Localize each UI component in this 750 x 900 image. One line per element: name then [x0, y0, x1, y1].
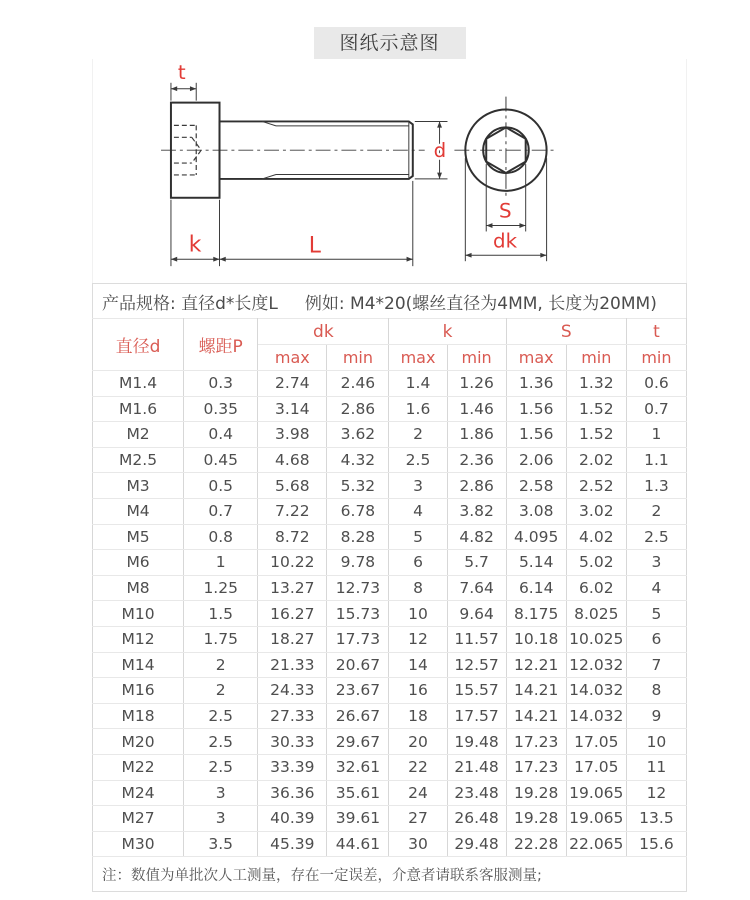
table-cell: M22 [93, 754, 184, 780]
table-cell: 1.46 [447, 396, 506, 422]
table-cell: 44.61 [327, 831, 389, 857]
table-cell: 5.14 [506, 550, 566, 576]
table-cell: 15.6 [626, 831, 686, 857]
table-cell: 23.67 [327, 678, 389, 704]
table-cell: 6 [389, 550, 447, 576]
table-cell: 8.72 [258, 524, 327, 550]
note-row [92, 857, 687, 892]
table-row [93, 652, 687, 678]
table-cell: 2.86 [447, 473, 506, 499]
table-cell: M1.4 [93, 371, 184, 397]
table-cell: M2 [93, 422, 184, 448]
table-cell: 1.52 [566, 396, 626, 422]
dim-k-l [171, 181, 413, 266]
table-cell: 29.48 [447, 831, 506, 857]
table-cell: 2.36 [447, 447, 506, 473]
table-cell: 2.02 [566, 447, 626, 473]
table-row [93, 703, 687, 729]
table-cell: 3.02 [566, 498, 626, 524]
table-cell: 15.73 [327, 601, 389, 627]
table-cell: 14.032 [566, 703, 626, 729]
table-cell: 17.23 [506, 729, 566, 755]
table-cell: 4 [389, 498, 447, 524]
table-row [93, 447, 687, 473]
table-cell: M2.5 [93, 447, 184, 473]
table-cell: 26.67 [327, 703, 389, 729]
table-cell: 3.82 [447, 498, 506, 524]
table-cell: 2 [389, 422, 447, 448]
table-cell: M27 [93, 806, 184, 832]
table-cell: 7 [626, 652, 686, 678]
dim-label-L: L [308, 233, 321, 259]
subheader-dk-min: min [327, 345, 389, 371]
col-header-dk: dk [258, 319, 389, 345]
table-cell: 2.5 [184, 754, 258, 780]
table-cell: 22.28 [506, 831, 566, 857]
table-cell: 3.08 [506, 498, 566, 524]
table-cell: 32.61 [327, 754, 389, 780]
table-cell: 19.065 [566, 780, 626, 806]
table-cell: 24 [389, 780, 447, 806]
table-cell: 0.3 [184, 371, 258, 397]
dim-label-S: S [499, 199, 512, 223]
table-cell: 11 [626, 754, 686, 780]
subheader-s-min: min [566, 345, 626, 371]
table-cell: 2.46 [327, 371, 389, 397]
table-cell: 12 [626, 780, 686, 806]
table-cell: M1.6 [93, 396, 184, 422]
table-cell: M14 [93, 652, 184, 678]
table-cell: 1.1 [626, 447, 686, 473]
table-cell: 9 [626, 703, 686, 729]
drawing-area [92, 59, 687, 283]
table-cell: 3.14 [258, 396, 327, 422]
table-cell: 9.64 [447, 601, 506, 627]
table-row [93, 422, 687, 448]
table-cell: 1.32 [566, 371, 626, 397]
table-cell: 7.64 [447, 575, 506, 601]
table-cell: 21.33 [258, 652, 327, 678]
dim-label-k: k [188, 232, 202, 258]
table-cell: 2.5 [184, 729, 258, 755]
table-cell: 12.73 [327, 575, 389, 601]
table-cell: 30 [389, 831, 447, 857]
table-cell: 2.06 [506, 447, 566, 473]
table-cell: M24 [93, 780, 184, 806]
table-cell: M8 [93, 575, 184, 601]
table-cell: 15.57 [447, 678, 506, 704]
table-cell: 5.68 [258, 473, 327, 499]
table-cell: 3 [389, 473, 447, 499]
table-cell: 14.21 [506, 703, 566, 729]
col-header-pitch: 螺距P [184, 319, 258, 371]
table-cell: 12.21 [506, 652, 566, 678]
table-cell: 0.45 [184, 447, 258, 473]
table-cell: 24.33 [258, 678, 327, 704]
table-cell: 29.67 [327, 729, 389, 755]
screw-technical-drawing [93, 59, 686, 283]
col-header-k: k [389, 319, 506, 345]
table-cell: 10 [389, 601, 447, 627]
table-cell: 26.48 [447, 806, 506, 832]
table-cell: M6 [93, 550, 184, 576]
table-cell: 11.57 [447, 626, 506, 652]
table-row [93, 729, 687, 755]
table-row [93, 754, 687, 780]
dim-label-dk: dk [493, 229, 518, 253]
table-row [93, 473, 687, 499]
table-cell: 5.32 [327, 473, 389, 499]
table-row [93, 396, 687, 422]
table-cell: 17.05 [566, 729, 626, 755]
table-cell: M18 [93, 703, 184, 729]
col-header-diameter: 直径d [93, 319, 184, 371]
table-cell: 1.3 [626, 473, 686, 499]
table-cell: 4.095 [506, 524, 566, 550]
table-cell: 3 [626, 550, 686, 576]
table-cell: 12.032 [566, 652, 626, 678]
table-cell: 23.48 [447, 780, 506, 806]
dimension-table [92, 318, 687, 857]
table-cell: 19.28 [506, 806, 566, 832]
table-cell: 33.39 [258, 754, 327, 780]
table-cell: 2.5 [184, 703, 258, 729]
table-cell: 22.065 [566, 831, 626, 857]
table-cell: 1.75 [184, 626, 258, 652]
table-row [93, 498, 687, 524]
table-cell: 21.48 [447, 754, 506, 780]
table-cell: 1.86 [447, 422, 506, 448]
table-cell: 17.73 [327, 626, 389, 652]
table-cell: M16 [93, 678, 184, 704]
table-cell: 10.025 [566, 626, 626, 652]
table-cell: 1 [626, 422, 686, 448]
end-view [454, 97, 557, 198]
table-cell: 1.56 [506, 396, 566, 422]
col-header-t: t [626, 319, 686, 345]
table-cell: M12 [93, 626, 184, 652]
table-cell: 0.4 [184, 422, 258, 448]
table-cell: 3 [184, 806, 258, 832]
product-spec-panel [92, 20, 687, 892]
table-cell: 16.27 [258, 601, 327, 627]
title-row [92, 20, 687, 59]
table-cell: 35.61 [327, 780, 389, 806]
table-cell: M5 [93, 524, 184, 550]
table-cell: 6.02 [566, 575, 626, 601]
table-cell: 12 [389, 626, 447, 652]
page-title: 图纸示意图 [313, 27, 465, 59]
table-cell: 5.7 [447, 550, 506, 576]
table-cell: 20.67 [327, 652, 389, 678]
dim-t [171, 83, 196, 101]
table-row [93, 806, 687, 832]
table-row [93, 780, 687, 806]
table-cell: 0.7 [184, 498, 258, 524]
table-cell: 3.62 [327, 422, 389, 448]
subheader-dk-max: max [258, 345, 327, 371]
table-cell: 40.39 [258, 806, 327, 832]
table-cell: 39.61 [327, 806, 389, 832]
table-cell: 4.82 [447, 524, 506, 550]
table-cell: 6.14 [506, 575, 566, 601]
table-cell: 4.32 [327, 447, 389, 473]
table-cell: 1.36 [506, 371, 566, 397]
table-cell: 8 [626, 678, 686, 704]
table-cell: 16 [389, 678, 447, 704]
col-header-s: S [506, 319, 626, 345]
table-cell: 2 [184, 678, 258, 704]
table-cell: M4 [93, 498, 184, 524]
table-cell: M3 [93, 473, 184, 499]
table-cell: 1.52 [566, 422, 626, 448]
table-cell: 13.27 [258, 575, 327, 601]
table-cell: 10 [626, 729, 686, 755]
table-cell: 18 [389, 703, 447, 729]
table-cell: 13.5 [626, 806, 686, 832]
table-cell: M10 [93, 601, 184, 627]
table-cell: 0.7 [626, 396, 686, 422]
spec-row [92, 283, 687, 318]
table-row [93, 371, 687, 397]
table-row [93, 678, 687, 704]
table-cell: 5.02 [566, 550, 626, 576]
table-cell: 6 [626, 626, 686, 652]
table-cell: 30.33 [258, 729, 327, 755]
table-cell: M20 [93, 729, 184, 755]
table-cell: 2.58 [506, 473, 566, 499]
subheader-t-min: min [626, 345, 686, 371]
table-cell: 10.18 [506, 626, 566, 652]
table-cell: 14.21 [506, 678, 566, 704]
table-cell: 3.5 [184, 831, 258, 857]
table-cell: 36.36 [258, 780, 327, 806]
table-row [93, 831, 687, 857]
table-row [93, 626, 687, 652]
table-cell: 27.33 [258, 703, 327, 729]
table-cell: 1.25 [184, 575, 258, 601]
table-cell: 20 [389, 729, 447, 755]
table-cell: 6.78 [327, 498, 389, 524]
table-cell: 0.8 [184, 524, 258, 550]
table-cell: 2.86 [327, 396, 389, 422]
table-cell: 12.57 [447, 652, 506, 678]
table-cell: 19.48 [447, 729, 506, 755]
table-cell: 1.5 [184, 601, 258, 627]
table-cell: 1.56 [506, 422, 566, 448]
subheader-k-min: min [447, 345, 506, 371]
dim-label-d: d [433, 139, 447, 163]
spec-table-body [93, 371, 687, 857]
table-cell: 1 [184, 550, 258, 576]
table-cell: 5 [626, 601, 686, 627]
table-cell: 7.22 [258, 498, 327, 524]
table-cell: 2 [184, 652, 258, 678]
table-row [93, 550, 687, 576]
table-cell: 8.175 [506, 601, 566, 627]
table-row [93, 575, 687, 601]
table-cell: 2 [626, 498, 686, 524]
dim-label-t: t [177, 60, 186, 84]
table-cell: 3.98 [258, 422, 327, 448]
table-cell: 9.78 [327, 550, 389, 576]
table-cell: 22 [389, 754, 447, 780]
table-cell: 2.74 [258, 371, 327, 397]
subheader-s-max: max [506, 345, 566, 371]
table-cell: 8 [389, 575, 447, 601]
table-row [93, 524, 687, 550]
table-cell: 10.22 [258, 550, 327, 576]
table-cell: 14 [389, 652, 447, 678]
table-cell: M30 [93, 831, 184, 857]
table-cell: 8.025 [566, 601, 626, 627]
table-cell: 18.27 [258, 626, 327, 652]
table-cell: 1.4 [389, 371, 447, 397]
table-cell: 4 [626, 575, 686, 601]
table-cell: 17.23 [506, 754, 566, 780]
table-cell: 45.39 [258, 831, 327, 857]
table-cell: 3 [184, 780, 258, 806]
table-row [93, 601, 687, 627]
note-text: 注：数值为单批次人工测量，存在一定误差，介意者请联系客服测量; [102, 867, 542, 884]
table-cell: 2.52 [566, 473, 626, 499]
table-cell: 17.05 [566, 754, 626, 780]
table-cell: 8.28 [327, 524, 389, 550]
table-cell: 4.02 [566, 524, 626, 550]
subheader-k-max: max [389, 345, 447, 371]
table-cell: 19.28 [506, 780, 566, 806]
table-cell: 0.6 [626, 371, 686, 397]
table-cell: 27 [389, 806, 447, 832]
spec-example-label: 例如: M4*20(螺丝直径为4MM, 长度为20MM) [304, 293, 657, 314]
table-cell: 2.5 [626, 524, 686, 550]
table-cell: 19.065 [566, 806, 626, 832]
table-cell: 2.5 [389, 447, 447, 473]
table-cell: 17.57 [447, 703, 506, 729]
table-cell: 4.68 [258, 447, 327, 473]
table-cell: 0.5 [184, 473, 258, 499]
table-cell: 5 [389, 524, 447, 550]
table-cell: 14.032 [566, 678, 626, 704]
spec-format-label: 产品规格: 直径d*长度L [102, 293, 278, 314]
table-cell: 1.26 [447, 371, 506, 397]
table-cell: 1.6 [389, 396, 447, 422]
table-cell: 0.35 [184, 396, 258, 422]
